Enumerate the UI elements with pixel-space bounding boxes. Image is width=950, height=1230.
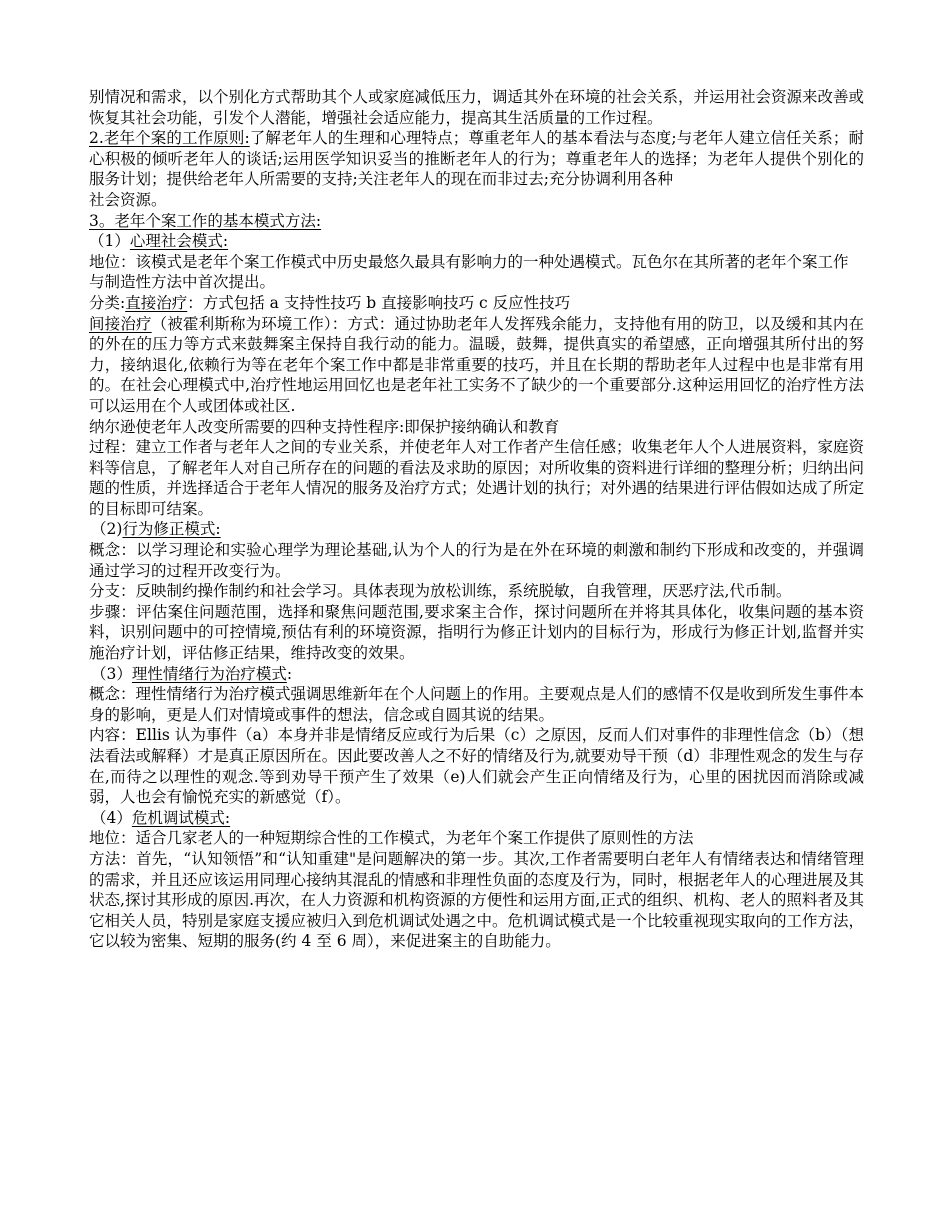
subsection-number-1: （1） xyxy=(89,232,130,251)
paragraph-nelson-procedures: 纳尔逊使老年人改变所需要的四种支持性程序:即保护接纳确认和教育 xyxy=(89,417,560,436)
paragraph-social-resources: 社会资源。 xyxy=(89,190,167,209)
section-heading-basic-models xyxy=(89,211,864,232)
paragraph-indirect-treatment xyxy=(89,314,864,417)
paragraph-behavior-steps: 步骤：评估案住问题范围，选择和聚焦问题范围,要求案主合作，探讨问题所在并将其具体化，收集问题的基本资料，识别问题中的可控情境,预估有利的环境资源，指明行为修正计划内的目标行为，形成行为修正计划,监督并实施治疗计划，评估修正结果，维持改变的效果。 xyxy=(89,602,864,663)
subsection-heading-crisis xyxy=(89,808,864,829)
paragraph-crisis-status: 地位：适合几家老人的一种短期综合性的工作模式，为老年个案工作提供了原则性的方法 xyxy=(89,829,694,848)
paragraph-process: 过程：建立工作者与老年人之间的专业关系，并使老年人对工作者产生信任感；收集老年人个人进展资料，家庭资料等信息，了解老年人对自己所存在的问题的看法及求助的原因；对所收集的资料进行详细的整理分析；归纳出问题的性质，并选择适合于老年人情况的服务及治疗方式；处遇计划的执行；对外遇的结果进行评估假如达成了所定的目标即可结案。 xyxy=(89,438,865,518)
classification-label: 分类: xyxy=(89,293,126,312)
paragraph-behavior-concept: 概念：以学习理论和实验心理学为理论基础,认为个人的行为是在外在环境的刺激和制约下形成和改变的，并强调通过学习的过程开改变行为。 xyxy=(89,541,864,580)
paragraph-status-psychosocial-cont: 与制造性方法中首次提出。 xyxy=(89,273,276,292)
direct-treatment-text: ：方式包括 a 支持性技巧 b 直接影响技巧 c 反应性技巧 xyxy=(187,293,571,312)
rebt-heading: 理性情绪行为治疗模式 xyxy=(131,664,287,683)
subsection-heading-rebt xyxy=(89,664,864,685)
behavior-modification-heading: 行为修正模式: xyxy=(122,520,221,539)
paragraph-crisis-method: 方法：首先，“认知领悟”和“认知重建"是问题解决的第一步。其次,工作者需要明白老年人有情绪表达和情绪管理的需求，并且还应该运用同理心接纳其混乱的情感和非理性负面的态度及行为，同时，根据老年人的心理进展及其状态,探讨其形成的原因.再次，在人力资源和机构资源的方便性和运用方面,正式的组织、机构、老人的照料者及其它相关人员，特别是家庭支援应被归入到危机调试处遇之中。危机调试模式是一个比较重视现实取向的工作方法，它以较为密集、短期的服务(约 4 至 6 周），来促进案主的自助能力。 xyxy=(89,849,865,951)
psychosocial-heading: 心理社会模式: xyxy=(129,232,229,251)
indirect-treatment-text: （被霍利斯称为环境工作）：方式：通过协助老年人发挥残余能力，支持他有用的防卫，以及缓和其内在的外在的压力等方式来鼓舞案主保持自我行动的能力。温暖，鼓舞，提供真实的希望感，正向增强其所付出的努力，接纳退化,依赖行为等在老年个案工作中都是非常重要的技巧，并且在长期的帮助老年人过程中也是非常有用的。在社会心理模式中,治疗性地运用回忆也是老年社工实务不了缺少的一个重要部分.这种运用回忆的治疗性方法可以运用在个人或团体或社区. xyxy=(89,314,864,415)
paragraph-rebt-concept: 概念：理性情绪行为治疗模式强调思维新年在个人问题上的作用。主要观点是人们的感情不仅是收到所发生事件本身的影响，更是人们对情境或事件的想法，信念或自圆其说的结果。 xyxy=(89,685,865,724)
subsection-number-3: （3） xyxy=(91,664,132,683)
paragraph-classification xyxy=(89,293,864,314)
subsection-heading-psychosocial xyxy=(89,231,864,252)
basic-models-heading: 3。老年个案工作的基本模式方法: xyxy=(89,211,322,230)
section-heading-principles: 2.老年个案的工作原则: xyxy=(89,129,250,148)
indirect-treatment-heading: 间接治疗 xyxy=(89,314,152,333)
document-body xyxy=(89,87,864,952)
paragraph-intro-continued: 别情况和需求，以个别化方式帮助其个人或家庭减低压力，调适其外在环境的社会关系，并运用社会资源来改善或恢复其社会功能，引发个人潜能，增强社会适应能力，提高其生活质量的工作过程。 xyxy=(89,88,865,127)
subsection-number-2: （2) xyxy=(91,520,123,539)
subsection-number-4: （4） xyxy=(91,808,132,827)
principles-text: 了解老年人的生理和心理特点；尊重老年人的基本看法与态度;与老年人建立信任关系；耐心积极的倾听老年人的谈话;运用医学知识妥当的推断老年人的行为；尊重老年人的选择；为老年人提供个别化的服务计划；提供给老年人所需要的支持;关注老年人的现在而非过去;充分协调利用各种 xyxy=(89,129,864,189)
paragraph-behavior-branches: 分支：反映制约操作制约和社会学习。具体表现为放松训练，系统脱敏，自我管理，厌恶疗法,代币制。 xyxy=(89,582,792,601)
rebt-heading-colon: : xyxy=(286,664,293,683)
paragraph-status-psychosocial: 地位：该模式是老年个案工作模式中历史最悠久最具有影响力的一种处遇模式。瓦色尔在其所著的老年个案工作 xyxy=(89,252,849,271)
paragraph-rebt-content: 内容：Ellis 认为事件（a）本身并非是情绪反应或行为后果（c）之原因，反而人们对事件的非理性信念（b）（想法看法或解释）才是真正原因所在。因此要改善人之不好的情绪及行为,就要劝导干预（d）非理性观念的发生与存在,而待之以理性的观念.等到劝导干预产生了效果（e)人们就会产生正向情绪及行为，心里的困扰因而消除或减弱，人也会有愉悦充实的新感觉（f）。 xyxy=(89,726,864,807)
direct-treatment-heading: 直接治疗 xyxy=(125,293,188,312)
crisis-heading: 危机调试模式: xyxy=(131,808,231,827)
subsection-heading-behavior-modification xyxy=(89,519,864,540)
paragraph-working-principles xyxy=(89,128,864,190)
